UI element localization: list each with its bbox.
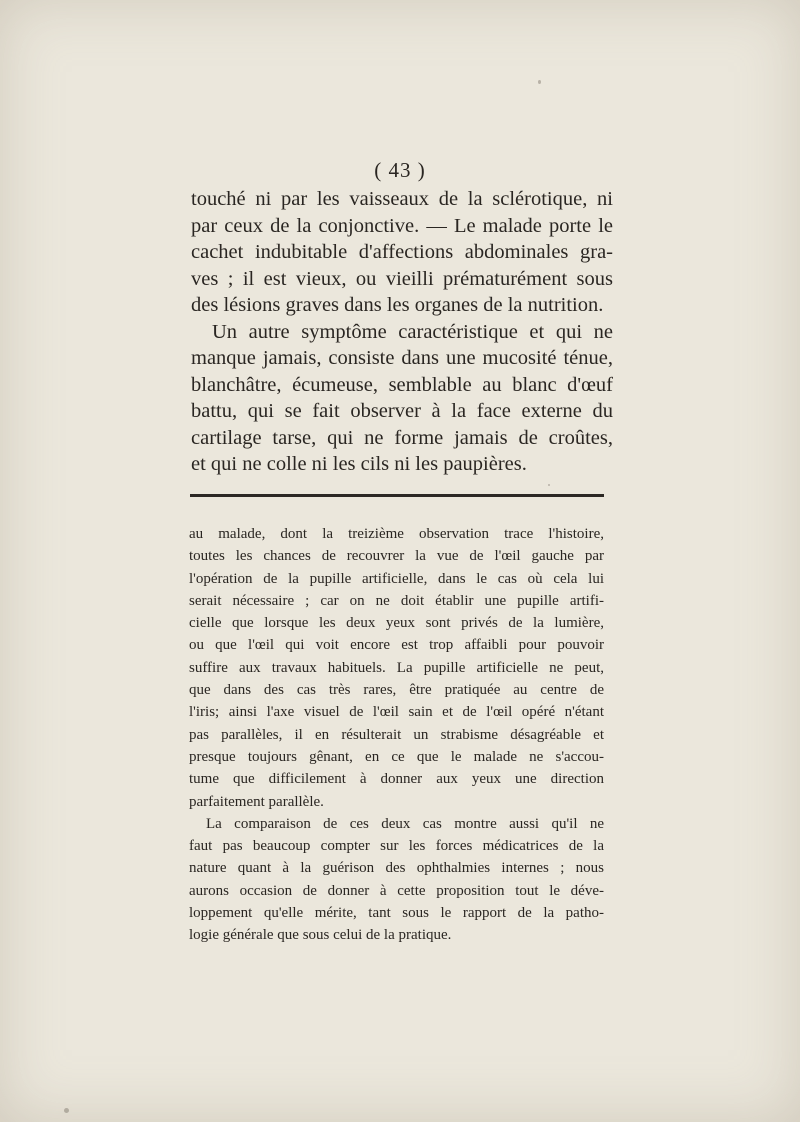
footnote-line: cielle que lorsque les deux yeux sont privés de la lumière, — [189, 615, 604, 632]
footnote-line: l'iris; ainsi l'axe visuel de l'œil sain et de l'œil opéré n'étant — [189, 704, 604, 721]
footnote-line: suffire aux travaux habituels. La pupille artificielle ne peut, — [189, 659, 604, 676]
footnote-line: La comparaison de ces deux cas montre aussi qu'il ne — [206, 815, 604, 832]
main-text-line: Un autre symptôme caractéristique et qui ne — [212, 320, 613, 343]
footnote-line: serait nécessaire ; car on ne doit établir une pupille artifi- — [189, 592, 604, 609]
footnote-line: pas parallèles, il en résulterait un strabisme désagréable et — [189, 726, 604, 743]
footnote-line: faut pas beaucoup compter sur les forces médicatrices de la — [189, 838, 604, 855]
main-text-line: touché ni par les vaisseaux de la sclérotique, ni — [191, 188, 613, 210]
main-text-line: cartilage tarse, qui ne forme jamais de croûtes, — [191, 426, 613, 449]
footnote-divider — [190, 494, 604, 497]
main-text-line: ves ; il est vieux, ou vieilli prématurément sous — [191, 267, 613, 290]
footnote-line: parfaitement parallèle. — [189, 793, 324, 810]
footnote-line: aurons occasion de donner à cette proposition tout le déve- — [189, 882, 604, 899]
main-text-line: battu, qui se fait observer à la face externe du — [191, 400, 613, 422]
main-text-line: des lésions graves dans les organes de la nutrition. — [191, 294, 604, 316]
paper-speck — [64, 1108, 69, 1113]
footnote-line: loppement qu'elle mérite, tant sous le rapport de la patho- — [189, 905, 604, 922]
footnote-line: logie générale que sous celui de la pratique. — [189, 927, 452, 944]
footnote-line: nature quant à la guérison des ophthalmies internes ; nous — [189, 860, 604, 877]
footnote-line: presque toujours gênant, en ce que le malade ne s'accou- — [189, 748, 604, 765]
footnote-line: tume que difficilement à donner aux yeux une direction — [189, 771, 604, 788]
page-number: ( 43 ) — [374, 158, 426, 182]
main-text-line: cachet indubitable d'affections abdominales gra- — [191, 241, 613, 263]
main-text-line: manque jamais, consiste dans une mucosité ténue, — [191, 347, 613, 369]
footnote-line: toutes les chances de recouvrer la vue de l'œil gauche par — [189, 548, 604, 565]
footnote-line: au malade, dont la treizième observation trace l'histoire, — [189, 526, 604, 542]
main-text-line: blanchâtre, écumeuse, semblable au blanc d'œuf — [191, 373, 613, 396]
footnote-line: l'opération de la pupille artificielle, dans le cas où cela lui — [189, 570, 604, 587]
footnote-line: ou que l'œil qui voit encore est trop affaibli pour pouvoir — [189, 637, 604, 654]
main-text-line: par ceux de la conjonctive. — Le malade porte le — [191, 214, 613, 237]
main-text-line: et qui ne colle ni les cils ni les paupières. — [191, 453, 527, 475]
paper-speck — [538, 80, 541, 84]
main-text — [191, 186, 613, 478]
paper-speck — [548, 484, 550, 486]
footnote — [189, 523, 604, 947]
footnote-line: que dans des cas très rares, être pratiquée au centre de — [189, 682, 604, 699]
